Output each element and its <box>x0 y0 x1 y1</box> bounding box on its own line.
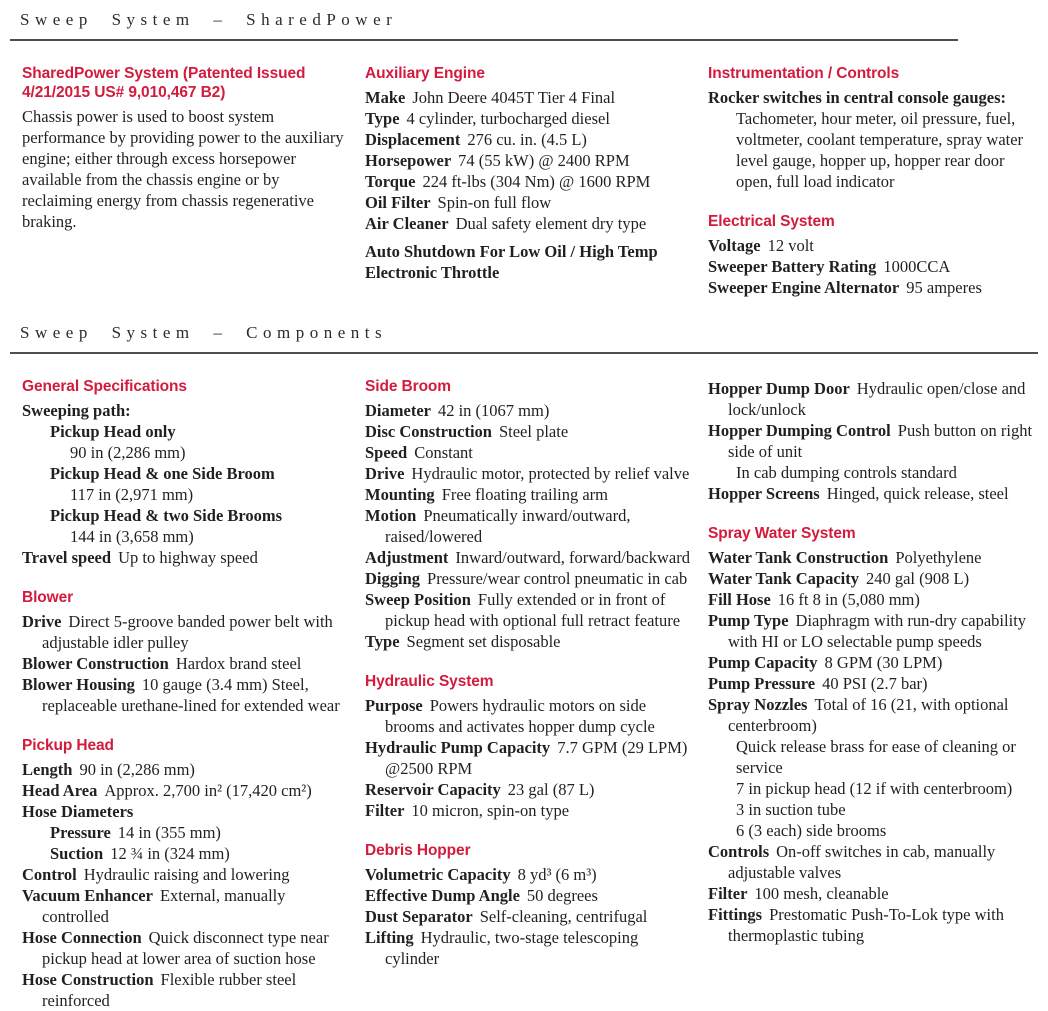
spec-column <box>708 65 1040 298</box>
spec-line <box>708 736 1040 778</box>
spec-label: Filter <box>708 883 748 903</box>
spec-sheet <box>22 10 1038 1011</box>
spec-label: Reservoir Capacity <box>365 779 501 799</box>
spec-block <box>365 842 695 969</box>
spec-value: 90 in (2,286 mm) <box>70 442 186 462</box>
spec-label: Displacement <box>365 129 461 149</box>
spec-value: 23 gal (87 L) <box>507 779 595 799</box>
spec-label: Make <box>365 87 406 107</box>
spec-label: Rocker switches in central console gauges: <box>708 87 1007 107</box>
spec-line <box>708 673 1040 694</box>
spec-line <box>708 610 1040 652</box>
spec-line <box>708 87 1040 108</box>
spec-value: 8 yd³ (6 m³) <box>517 864 597 884</box>
spec-value: 276 cu. in. (4.5 L) <box>467 129 587 149</box>
spec-value: 12 volt <box>767 235 814 255</box>
spec-value: 95 amperes <box>906 277 982 297</box>
spec-value: 4 cylinder, turbocharged diesel <box>406 108 610 128</box>
spec-label: Pump Type <box>708 610 789 630</box>
spec-label: Pump Capacity <box>708 652 818 672</box>
spec-line <box>365 421 695 442</box>
spec-label: Travel speed <box>22 547 112 567</box>
spec-line <box>22 484 352 505</box>
spec-label: Head Area <box>22 780 98 800</box>
block-heading: General Specifications <box>22 377 187 395</box>
spec-label: Volumetric Capacity <box>365 864 511 884</box>
spec-value: Spin-on full flow <box>437 192 552 212</box>
spec-label: Blower Construction <box>22 653 169 673</box>
spec-value: 6 (3 each) side brooms <box>736 820 887 840</box>
spec-label: Dust Separator <box>365 906 473 926</box>
spec-block <box>22 589 352 716</box>
spec-label: Oil Filter <box>365 192 431 212</box>
spec-line <box>365 171 695 192</box>
spec-label: Water Tank Capacity <box>708 568 859 588</box>
spec-value: On-off switches in cab, manually adjustable valves <box>728 841 996 882</box>
spec-label: Type <box>365 631 400 651</box>
spec-label: Purpose <box>365 695 423 715</box>
spec-label: Pickup Head & one Side Broom <box>50 463 275 483</box>
spec-label: Fittings <box>708 904 763 924</box>
spec-value: Chassis power is used to boost system performance by providing power to the auxiliary engine; either through excess horsepower available from the chassis engine or by reclaiming energy from chassis regenerative braking. <box>22 106 344 231</box>
spec-value: Diaphragm with run-dry capability with HI or LO selectable pump speeds <box>728 610 1027 651</box>
spec-value: Quick disconnect type near pickup head at lower area of suction hose <box>42 927 329 968</box>
spec-line <box>365 885 695 906</box>
spec-line <box>708 235 1040 256</box>
spec-block <box>365 378 695 652</box>
spec-column <box>365 378 695 1011</box>
spec-line <box>365 589 695 631</box>
spec-block <box>22 378 352 568</box>
spec-label: Hopper Dumping Control <box>708 420 891 440</box>
spec-line <box>22 969 352 1011</box>
spec-columns <box>22 65 1038 298</box>
spec-column <box>22 378 352 1011</box>
spec-line <box>365 262 695 283</box>
spec-value: Hydraulic open/close and lock/unlock <box>728 378 1026 419</box>
spec-label: Blower Housing <box>22 674 135 694</box>
spec-line <box>365 864 695 885</box>
spec-line <box>708 277 1040 298</box>
spec-line <box>22 864 352 885</box>
spec-label: Water Tank Construction <box>708 547 889 567</box>
spec-line <box>365 213 695 234</box>
spec-label: Hydraulic Pump Capacity <box>365 737 551 757</box>
block-heading: Debris Hopper <box>365 841 471 859</box>
spec-line <box>708 841 1040 883</box>
spec-line <box>708 820 1040 841</box>
spec-label: Disc Construction <box>365 421 492 441</box>
spec-line <box>365 484 695 505</box>
spec-block <box>365 65 695 283</box>
spec-line <box>708 108 1040 192</box>
block-heading: SharedPower System (Patented Issued 4/21/2015 US# 9,010,467 B2) <box>22 65 306 101</box>
spec-value: Prestomatic Push-To-Lok type with thermoplastic tubing <box>728 904 1004 945</box>
spec-label: Suction <box>50 843 104 863</box>
block-heading: Pickup Head <box>22 736 114 754</box>
spec-value: Push button on right side of unit <box>728 420 1033 461</box>
spec-value: Steel plate <box>498 421 569 441</box>
spec-line <box>22 526 352 547</box>
block-heading: Electrical System <box>708 212 835 230</box>
spec-line <box>708 462 1040 483</box>
spec-label: Drive <box>365 463 405 483</box>
spec-value: Direct 5-groove banded power belt with adjustable idler pulley <box>42 611 333 652</box>
spec-label: Fill Hose <box>708 589 771 609</box>
spec-block <box>365 673 695 821</box>
spec-line <box>708 420 1040 462</box>
spec-label: Adjustment <box>365 547 449 567</box>
spec-line <box>22 611 352 653</box>
spec-value: 90 in (2,286 mm) <box>79 759 195 779</box>
spec-line <box>22 653 352 674</box>
spec-value: Polyethylene <box>895 547 982 567</box>
spec-value: Hydraulic, two-stage telescoping cylinder <box>385 927 639 968</box>
spec-line <box>22 505 352 526</box>
spec-line <box>365 241 695 262</box>
spec-block <box>22 737 352 1011</box>
spec-value: Hinged, quick release, steel <box>826 483 1009 503</box>
spec-label: Hose Construction <box>22 969 154 989</box>
spec-line <box>708 799 1040 820</box>
spec-label: Lifting <box>365 927 414 947</box>
spec-value: Pneumatically inward/outward, raised/lowered <box>385 505 631 546</box>
spec-value: Quick release brass for ease of cleaning or service <box>736 736 1016 777</box>
spec-value: 40 PSI (2.7 bar) <box>822 673 928 693</box>
spec-value: Hardox brand steel <box>175 653 302 673</box>
spec-label: Torque <box>365 171 416 191</box>
spec-value: Hydraulic raising and lowering <box>83 864 290 884</box>
spec-value: 74 (55 kW) @ 2400 RPM <box>458 150 630 170</box>
spec-value: John Deere 4045T Tier 4 Final <box>412 87 616 107</box>
spec-line <box>365 568 695 589</box>
spec-block <box>708 525 1040 946</box>
spec-value: Segment set disposable <box>406 631 561 651</box>
spec-line <box>365 906 695 927</box>
spec-label: Auto Shutdown For Low Oil / High Temp <box>365 241 658 261</box>
spec-line <box>22 421 352 442</box>
spec-line <box>22 547 352 568</box>
spec-value: 10 micron, spin-on type <box>411 800 570 820</box>
spec-value: 10 gauge (3.4 mm) Steel, replaceable urethane-lined for extended wear <box>42 674 340 715</box>
spec-label: Control <box>22 864 77 884</box>
spec-block <box>708 65 1040 192</box>
spec-value: 7.7 GPM (29 LPM) @2500 RPM <box>385 737 688 778</box>
block-heading: Instrumentation / Controls <box>708 65 900 82</box>
spec-line <box>22 780 352 801</box>
spec-line <box>365 927 695 969</box>
spec-line <box>365 695 695 737</box>
spec-label: Spray Nozzles <box>708 694 808 714</box>
block-heading: Spray Water System <box>708 524 856 542</box>
spec-value: 1000CCA <box>883 256 951 276</box>
spec-value: Free floating trailing arm <box>441 484 609 504</box>
spec-line <box>365 463 695 484</box>
spec-line <box>365 150 695 171</box>
spec-label: Controls <box>708 841 770 861</box>
spec-label: Sweeper Engine Alternator <box>708 277 900 297</box>
section <box>22 323 1038 1011</box>
spec-label: Hose Connection <box>22 927 142 947</box>
section-title: Sweep System – SharedPower <box>20 10 398 29</box>
section-title: Sweep System – Components <box>20 322 388 342</box>
spec-line <box>22 822 352 843</box>
spec-value: 14 in (355 mm) <box>117 822 221 842</box>
spec-value: Constant <box>414 442 473 462</box>
spec-line <box>365 192 695 213</box>
spec-label: Digging <box>365 568 421 588</box>
spec-line <box>708 589 1040 610</box>
spec-label: Length <box>22 759 73 779</box>
spec-value: 224 ft-lbs (304 Nm) @ 1600 RPM <box>422 171 651 191</box>
spec-line <box>22 442 352 463</box>
spec-columns <box>22 378 1038 1011</box>
spec-value: Tachometer, hour meter, oil pressure, fuel, voltmeter, coolant temperature, spray water level gauge, hopper up, hopper rear door open, full load indicator <box>736 108 1024 191</box>
spec-value: Pressure/wear control pneumatic in cab <box>427 568 688 588</box>
spec-value: 42 in (1067 mm) <box>437 400 550 420</box>
spec-value: Up to highway speed <box>118 547 258 567</box>
spec-column <box>365 65 695 298</box>
spec-line <box>365 737 695 779</box>
spec-value: 50 degrees <box>526 885 598 905</box>
spec-block <box>708 213 1040 298</box>
spec-line <box>22 400 352 421</box>
spec-label: Pump Pressure <box>708 673 816 693</box>
spec-label: Air Cleaner <box>365 213 449 233</box>
spec-line <box>708 378 1040 420</box>
spec-label: Drive <box>22 611 62 631</box>
spec-value: Inward/outward, forward/backward <box>455 547 690 567</box>
spec-line <box>365 400 695 421</box>
spec-line <box>365 442 695 463</box>
spec-label: Effective Dump Angle <box>365 885 520 905</box>
spec-line <box>708 568 1040 589</box>
paragraph <box>22 106 352 232</box>
spec-label: Voltage <box>708 235 761 255</box>
spec-label: Pressure <box>50 822 111 842</box>
spec-value: 8 GPM (30 LPM) <box>824 652 943 672</box>
spec-line <box>708 652 1040 673</box>
spec-value: External, manually controlled <box>42 885 286 926</box>
section-divider <box>10 352 1038 354</box>
spec-label: Vacuum Enhancer <box>22 885 153 905</box>
spec-line <box>708 904 1040 946</box>
spec-line <box>22 885 352 927</box>
spec-column <box>22 65 352 298</box>
spec-line <box>708 778 1040 799</box>
spec-label: Mounting <box>365 484 435 504</box>
spec-label: Sweeper Battery Rating <box>708 256 877 276</box>
spec-label: Sweeping path: <box>22 400 131 420</box>
section-divider <box>10 39 958 41</box>
spec-label: Hopper Screens <box>708 483 820 503</box>
spec-value: Flexible rubber steel reinforced <box>42 969 297 1010</box>
spec-line <box>22 843 352 864</box>
section <box>22 10 1038 298</box>
spec-line <box>708 547 1040 568</box>
block-heading: Blower <box>22 588 74 606</box>
spec-line <box>365 547 695 568</box>
spec-value: 12 ¾ in (324 mm) <box>110 843 230 863</box>
spec-line <box>22 463 352 484</box>
spec-label: Pickup Head only <box>50 421 176 441</box>
spec-value: 240 gal (908 L) <box>865 568 970 588</box>
spec-line <box>22 927 352 969</box>
spec-line <box>22 759 352 780</box>
spec-value: Dual safety element dry type <box>455 213 647 233</box>
spec-block <box>22 65 352 232</box>
block-heading: Side Broom <box>365 377 451 395</box>
spec-value: Powers hydraulic motors on side brooms and activates hopper dump cycle <box>385 695 655 736</box>
spec-line <box>22 801 352 822</box>
spec-label: Filter <box>365 800 405 820</box>
spec-line <box>708 256 1040 277</box>
spec-label: Horsepower <box>365 150 452 170</box>
spec-value: 7 in pickup head (12 if with centerbroom) <box>736 778 1013 798</box>
spec-line <box>365 87 695 108</box>
spec-line <box>365 129 695 150</box>
spec-line <box>708 883 1040 904</box>
spec-label: Type <box>365 108 400 128</box>
spec-block <box>708 378 1040 504</box>
spec-value: 117 in (2,971 mm) <box>70 484 194 504</box>
spec-value: 100 mesh, cleanable <box>754 883 889 903</box>
spec-line <box>365 800 695 821</box>
spec-column <box>708 378 1040 1011</box>
spec-line <box>708 483 1040 504</box>
spec-line <box>365 779 695 800</box>
spec-label: Motion <box>365 505 417 525</box>
spec-value: 3 in suction tube <box>736 799 846 819</box>
block-heading: Hydraulic System <box>365 672 494 690</box>
spec-value: Self-cleaning, centrifugal <box>479 906 648 926</box>
spec-value: Total of 16 (21, with optional centerbroom) <box>728 694 1009 735</box>
block-heading: Auxiliary Engine <box>365 65 485 82</box>
spec-label: Sweep Position <box>365 589 471 609</box>
spec-value: 144 in (3,658 mm) <box>70 526 194 546</box>
spec-label: Hopper Dump Door <box>708 378 850 398</box>
spec-line <box>22 674 352 716</box>
spec-value: Hydraulic motor, protected by relief valve <box>411 463 690 483</box>
spec-label: Diameter <box>365 400 431 420</box>
spec-value: In cab dumping controls standard <box>736 462 957 482</box>
spec-line <box>365 505 695 547</box>
spec-line <box>708 694 1040 736</box>
spec-value: Fully extended or in front of pickup head with optional full retract feature <box>385 589 681 630</box>
spec-label: Electronic Throttle <box>365 262 500 282</box>
spec-label: Pickup Head & two Side Brooms <box>50 505 283 525</box>
spec-value: Approx. 2,700 in² (17,420 cm²) <box>104 780 312 800</box>
spec-line <box>365 108 695 129</box>
spec-label: Hose Diameters <box>22 801 134 821</box>
spec-line <box>365 631 695 652</box>
spec-value: 16 ft 8 in (5,080 mm) <box>777 589 920 609</box>
spec-label: Speed <box>365 442 408 462</box>
